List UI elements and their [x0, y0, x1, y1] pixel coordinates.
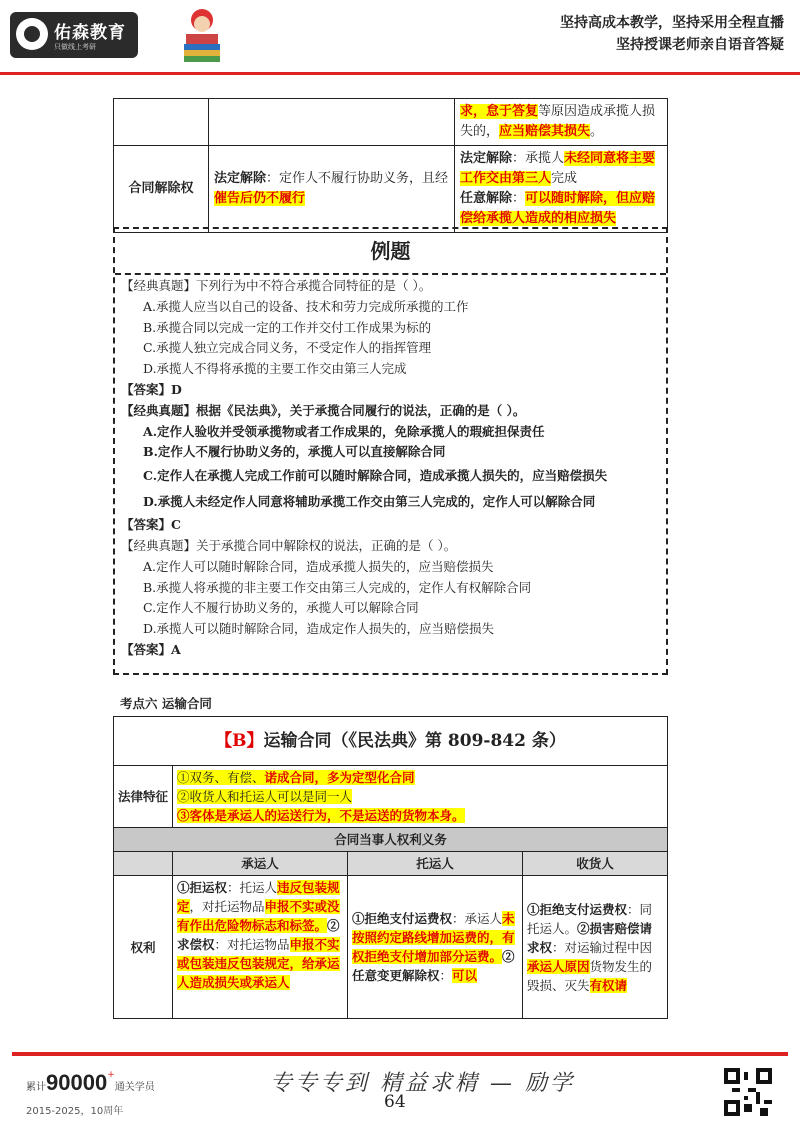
examples-box — [113, 227, 668, 675]
slogan-line-2: 坚持授课老师亲自语音答疑 — [616, 37, 784, 53]
question-1-option: A.承揽人应当以自己的设备、技术和劳力完成所承揽的工作 — [143, 298, 469, 314]
text-run: ：对运输过程中因 — [552, 939, 653, 955]
answer-3: 【答案】A — [121, 641, 181, 657]
page-header — [0, 0, 800, 70]
text-run: ：同托运人。 — [527, 901, 653, 936]
table-row — [114, 717, 668, 766]
text-run: ①双务、有偿、 — [177, 770, 265, 785]
text-run: 违反包装规定 — [177, 880, 340, 914]
transport-contract-table — [113, 716, 668, 1019]
count-plus: + — [107, 1070, 115, 1080]
page-footer — [0, 1052, 800, 1132]
text-run: ：承揽人 — [512, 151, 565, 166]
text-run: 有权请 — [589, 977, 628, 993]
table-cell-empty — [114, 852, 173, 876]
question-1-option: C.承揽人独立完成合同义务，不受定作人的指挥管理 — [143, 340, 432, 356]
text-run: ③客体是承运人的运送行为，不是运送的货物本身。 — [177, 808, 465, 823]
slogan-line-1: 坚持高成本教学，坚持采用全程直播 — [560, 15, 784, 31]
question-2-option: C.定作人在承揽人完成工作前可以随时解除合同，造成承揽人损失的，应当赔偿损失 — [143, 468, 608, 484]
text-run: 法定解除 — [214, 171, 267, 186]
text-run: ②损害赔偿请求权 — [527, 920, 653, 955]
footer-divider — [12, 1052, 788, 1056]
question-3: 【经典真题】关于承揽合同中解除权的说法，正确的是（ ）。 — [121, 537, 457, 553]
text-run: 可以随时解除，但应赔偿给承揽人造成的相应损失 — [460, 191, 656, 226]
question-1: 【经典真题】下列行为中不符合承揽合同特征的是（ ）。 — [121, 278, 432, 293]
count-prefix: 累计 — [26, 1082, 46, 1093]
text-run: 等原因造成承揽人损失的， — [460, 104, 656, 139]
column-header-shipper: 托运人 — [348, 852, 523, 876]
brand-name: 佑森教育 — [54, 23, 126, 43]
text-run: 可以 — [452, 968, 478, 983]
table-cell-contractor-loss — [455, 99, 668, 146]
logo-mark-icon — [16, 18, 48, 50]
text-run: 承运人原因 — [527, 958, 590, 974]
question-3-option: B.承揽人将承揽的非主要工作交由第三人完成的，定作人有权解除合同 — [143, 579, 532, 595]
text-run: ： — [439, 968, 453, 983]
text-run: ①拒运权 — [177, 880, 228, 895]
row-label-rights: 权利 — [114, 876, 173, 1019]
text-run: 任意解除 — [460, 191, 513, 206]
text-run: 法定解除 — [460, 151, 513, 166]
mascot-icon — [180, 6, 224, 64]
table-title — [114, 717, 668, 766]
legal-features — [173, 766, 668, 828]
examples-title: 例题 — [115, 229, 666, 275]
header-slogan — [560, 12, 784, 56]
question-3-option: A.定作人可以随时解除合同，造成承揽人损失的，应当赔偿损失 — [143, 558, 494, 574]
arbitrary-termination — [460, 189, 662, 229]
feature-item — [177, 787, 663, 806]
question-3-option: D.承揽人可以随时解除合同，造成定作人损失的，应当赔偿损失 — [143, 621, 495, 637]
level-tag: 【B】 — [215, 730, 264, 751]
text-run: ：定作人不履行协助义务，且经 — [266, 171, 449, 186]
handwritten-motto: 专专专到 精益求精 — 励学 — [270, 1071, 575, 1096]
text-run: 申报不实或包装违反包装规定，给承运人造成损失或承运人 — [177, 937, 340, 990]
text-run: 。 — [590, 124, 604, 139]
text-run: 求，怠于答复 — [460, 104, 539, 119]
question-2-option: B.定作人不履行协助义务的，承揽人可以直接解除合同 — [143, 444, 446, 460]
table-cell-empty — [209, 99, 455, 146]
question-3-option: C.定作人不履行协助义务的，承揽人可以解除合同 — [143, 600, 419, 616]
text-run: ②收货人和托运人可以是同一人 — [177, 789, 353, 804]
text-run: ：承运人 — [452, 911, 503, 926]
text-run: ： — [512, 191, 526, 206]
table-row — [114, 828, 668, 852]
table-row — [114, 99, 668, 146]
brand-logo — [10, 12, 138, 58]
table-title-text: 运输合同（《民法典》第 809-842 条） — [263, 730, 566, 751]
carrier-rights — [173, 876, 348, 1019]
contract-table-continued — [113, 98, 668, 233]
table-row — [114, 852, 668, 876]
text-run: 未按照约定路线增加运费的，有权拒绝支付增加部分运费。 — [352, 911, 515, 964]
column-header-consignee: 收货人 — [523, 852, 668, 876]
question-2-option: D.承揽人未经定作人同意将辅助承揽工作交由第三人完成的，定作人可以解除合同 — [143, 494, 596, 510]
header-divider — [0, 72, 800, 75]
question-2-option: A.定作人验收并受领承揽物或者工作成果的，免除承揽人的瑕疵担保责任 — [143, 423, 545, 439]
table-row — [114, 146, 668, 233]
text-run: ：对托运物品 — [214, 937, 290, 952]
brand-subtitle: 只做线上考研 — [54, 43, 96, 51]
table-cell-empty — [114, 99, 209, 146]
answer-1: 【答案】D — [121, 381, 182, 397]
text-run: 货物发生的毁损、灭失 — [527, 958, 653, 993]
question-2: 【经典真题】根据《民法典》，关于承揽合同履行的说法，正确的是（ ）。 — [121, 402, 526, 418]
table-row — [114, 876, 668, 1019]
row-label-legal-features: 法律特征 — [114, 766, 173, 828]
text-run: ：托运人 — [227, 880, 278, 895]
examples-body — [121, 276, 661, 661]
feature-item — [177, 806, 663, 825]
statutory-termination — [460, 149, 662, 189]
text-run: ②任意变更解除权 — [352, 949, 515, 983]
text-run: 诺成合同，多为定型化合同 — [264, 770, 415, 785]
consignee-rights — [523, 876, 668, 1019]
text-run: ，对托运物品 — [189, 899, 265, 914]
student-count — [26, 1070, 155, 1096]
text-run: 催告后仍不履行 — [214, 191, 306, 206]
section-title: 考点六 运输合同 — [120, 696, 212, 711]
answer-2: 【答案】C — [121, 517, 181, 533]
text-run: 应当赔偿其损失 — [499, 124, 591, 139]
count-suffix: 通关学员 — [114, 1082, 155, 1093]
text-run: ①拒绝支付运费权 — [527, 901, 628, 917]
table-cell-contractor-termination — [455, 146, 668, 233]
text-run: ①拒绝支付运费权 — [352, 911, 453, 926]
shipper-rights — [348, 876, 523, 1019]
count-number: 90000 — [46, 1070, 108, 1095]
text-run: 未经同意将主要工作交由第三人 — [460, 151, 656, 186]
feature-item — [177, 768, 663, 787]
page-number: 64 — [384, 1092, 406, 1112]
text-run: 申报不实或没有作出危险物标志和标签。 — [177, 899, 340, 933]
anniversary-years: 2015-2025，10周年 — [26, 1106, 124, 1117]
question-1-option: B.承揽合同以完成一定的工作并交付工作成果为标的 — [143, 319, 432, 335]
text-run: ②求偿权 — [177, 918, 340, 952]
column-header-carrier: 承运人 — [173, 852, 348, 876]
row-label-termination-right: 合同解除权 — [114, 146, 209, 233]
rights-header: 合同当事人权利义务 — [114, 828, 668, 852]
text-run: 完成 — [551, 171, 578, 186]
question-1-option: D.承揽人不得将承揽的主要工作交由第三人完成 — [143, 361, 407, 377]
table-cell-customer-termination — [209, 146, 455, 233]
table-row — [114, 766, 668, 828]
qr-code-icon — [724, 1068, 772, 1116]
